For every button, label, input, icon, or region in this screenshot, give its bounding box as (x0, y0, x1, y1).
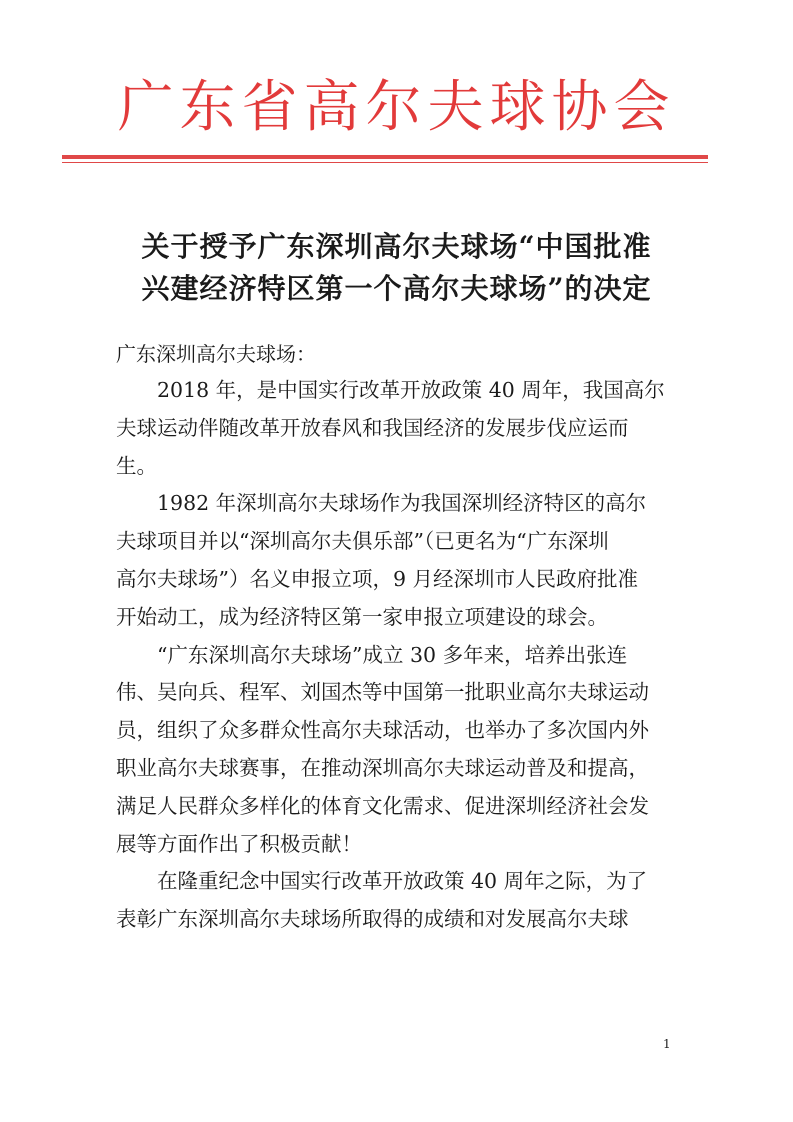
paragraph-2 (116, 485, 676, 636)
paragraph-3 (116, 637, 676, 864)
letterhead-rule-thick (62, 155, 708, 159)
paragraph-1 (116, 372, 676, 485)
letterhead-title: 广东省高尔夫球协会 (117, 75, 676, 140)
document-body (116, 372, 676, 939)
paragraph-4 (116, 863, 676, 939)
paragraph-line: 员，组织了众多群众性高尔夫球活动，也举办了多次国内外 (116, 718, 649, 743)
document-title-line: 关于授予广东深圳高尔夫球场“中国批准 (141, 230, 652, 263)
paragraph-line: 夫球运动伴随改革开放春风和我国经济的发展步伐应运而 (116, 415, 629, 440)
paragraph-line: 开始动工，成为经济特区第一家申报立项建设的球会。 (116, 604, 608, 629)
page-number: 1 (663, 1037, 671, 1051)
paragraph-line: 职业高尔夫球赛事，在推动深圳高尔夫球运动普及和提高， (116, 755, 649, 780)
document-title-line: 兴建经济特区第一个高尔夫球场”的决定 (141, 272, 652, 305)
paragraph-line: “广东深圳高尔夫球场”成立 30 多年来，培养出张连 (157, 642, 628, 667)
paragraph-line: 在隆重纪念中国实行改革开放政策 40 周年之际，为了 (157, 869, 648, 894)
paragraph-line: 2018 年，是中国实行改革开放政策 40 周年，我国高尔 (157, 378, 665, 402)
paragraph-line: 满足人民群众多样化的体育文化需求、促进深圳经济社会发 (116, 793, 649, 818)
document-title (0, 226, 793, 310)
paragraph-line: 展等方面作出了积极贡献！ (116, 831, 362, 856)
paragraph-line: 生。 (116, 453, 157, 478)
paragraph-line: 夫球项目并以“深圳高尔夫俱乐部”（已更名为“广东深圳 (116, 529, 609, 554)
salutation: 广东深圳高尔夫球场： (116, 342, 316, 366)
letterhead-rule-thin (62, 162, 708, 163)
paragraph-line: 伟、吴向兵、程军、刘国杰等中国第一批职业高尔夫球运动 (116, 680, 649, 705)
paragraph-line: 1982 年深圳高尔夫球场作为我国深圳经济特区的高尔 (157, 491, 647, 516)
paragraph-line: 表彰广东深圳高尔夫球场所取得的成绩和对发展高尔夫球 (116, 907, 629, 932)
paragraph-line: 高尔夫球场”）名义申报立项，9 月经深圳市人民政府批准 (116, 566, 639, 591)
